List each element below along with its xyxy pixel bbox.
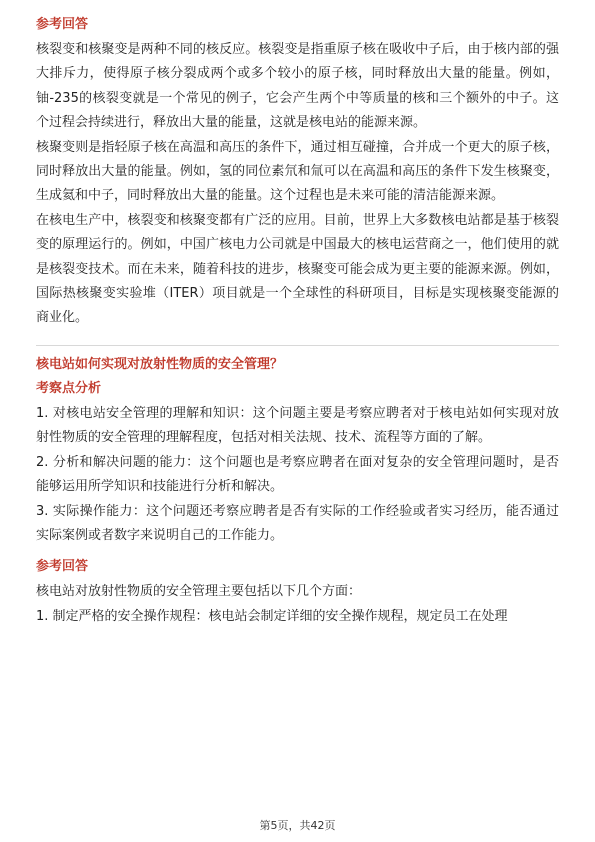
analysis-item-3: 3. 实际操作能力：这个问题还考察应聘者是否有实际的工作经验或者实习经历，能否通过实际案例或者数字来说明自己的工作能力。 bbox=[36, 503, 559, 543]
analysis-item-1: 1. 对核电站安全管理的理解和知识：这个问题主要是考察应聘者对于核电站如何实现对放射性物质的安全管理的理解程度，包括对相关法规、技术、流程等方面的了解。 bbox=[36, 405, 559, 446]
answer-paragraph-1: 核裂变和核聚变是两种不同的核反应。核裂变是指重原子核在吸收中子后，由于核内部的强大排斥力，使得原子核分裂成两个或多个较小的原子核，同时释放出大量的能量。例如，铀-235的核裂变就是一个常见的例子，它会产生两个中等质量的核和三个额外的中子。这个过程会持续进行，释放出大量的能量，这就是核电站的能源来源。 bbox=[36, 42, 559, 131]
section-divider bbox=[36, 345, 559, 346]
page-footer: 第5页，共42页 bbox=[259, 819, 336, 832]
answer-paragraph-2: 核聚变则是指轻原子核在高温和高压的条件下，通过相互碰撞，合并成一个更大的原子核，同时释放出大量的能量。例如，氢的同位素氘和氚可以在高温和高压的条件下发生核聚变，生成氦和中子，同时释放出大量的能量。这个过程也是未来可能的清洁能源来源。 bbox=[36, 139, 559, 204]
answer-heading-2: 参考回答 bbox=[36, 559, 89, 575]
answer-paragraph-3: 在核电生产中，核裂变和核聚变都有广泛的应用。目前，世界上大多数核电站都是基于核裂变的原理运行的。例如，中国广核电力公司就是中国最大的核电运营商之一，他们使用的就是核裂变技术。而在未来，随着科技的进步，核聚变可能会成为更主要的能源来源。例如，国际热核聚变实验堆（ITER）项目就是一个全球性的科研项目，目标是实现核聚变能源的商业化。 bbox=[36, 212, 559, 326]
answer-intro: 核电站对放射性物质的安全管理主要包括以下几个方面： bbox=[36, 584, 362, 600]
question-title: 核电站如何实现对放射性物质的安全管理？ bbox=[36, 356, 284, 372]
spacer bbox=[36, 548, 559, 558]
answer-heading: 参考回答 bbox=[36, 17, 89, 32]
analysis-item-2: 2. 分析和解决问题的能力：这个问题也是考察应聘者在面对复杂的安全管理问题时，是否能够运用所学知识和技能进行分析和解决。 bbox=[36, 454, 559, 495]
answer-item-1: 1. 制定严格的安全操作规程：核电站会制定详细的安全操作规程，规定员工在处理 bbox=[36, 608, 508, 624]
document-page bbox=[36, 16, 559, 629]
analysis-heading: 考察点分析 bbox=[36, 380, 102, 396]
